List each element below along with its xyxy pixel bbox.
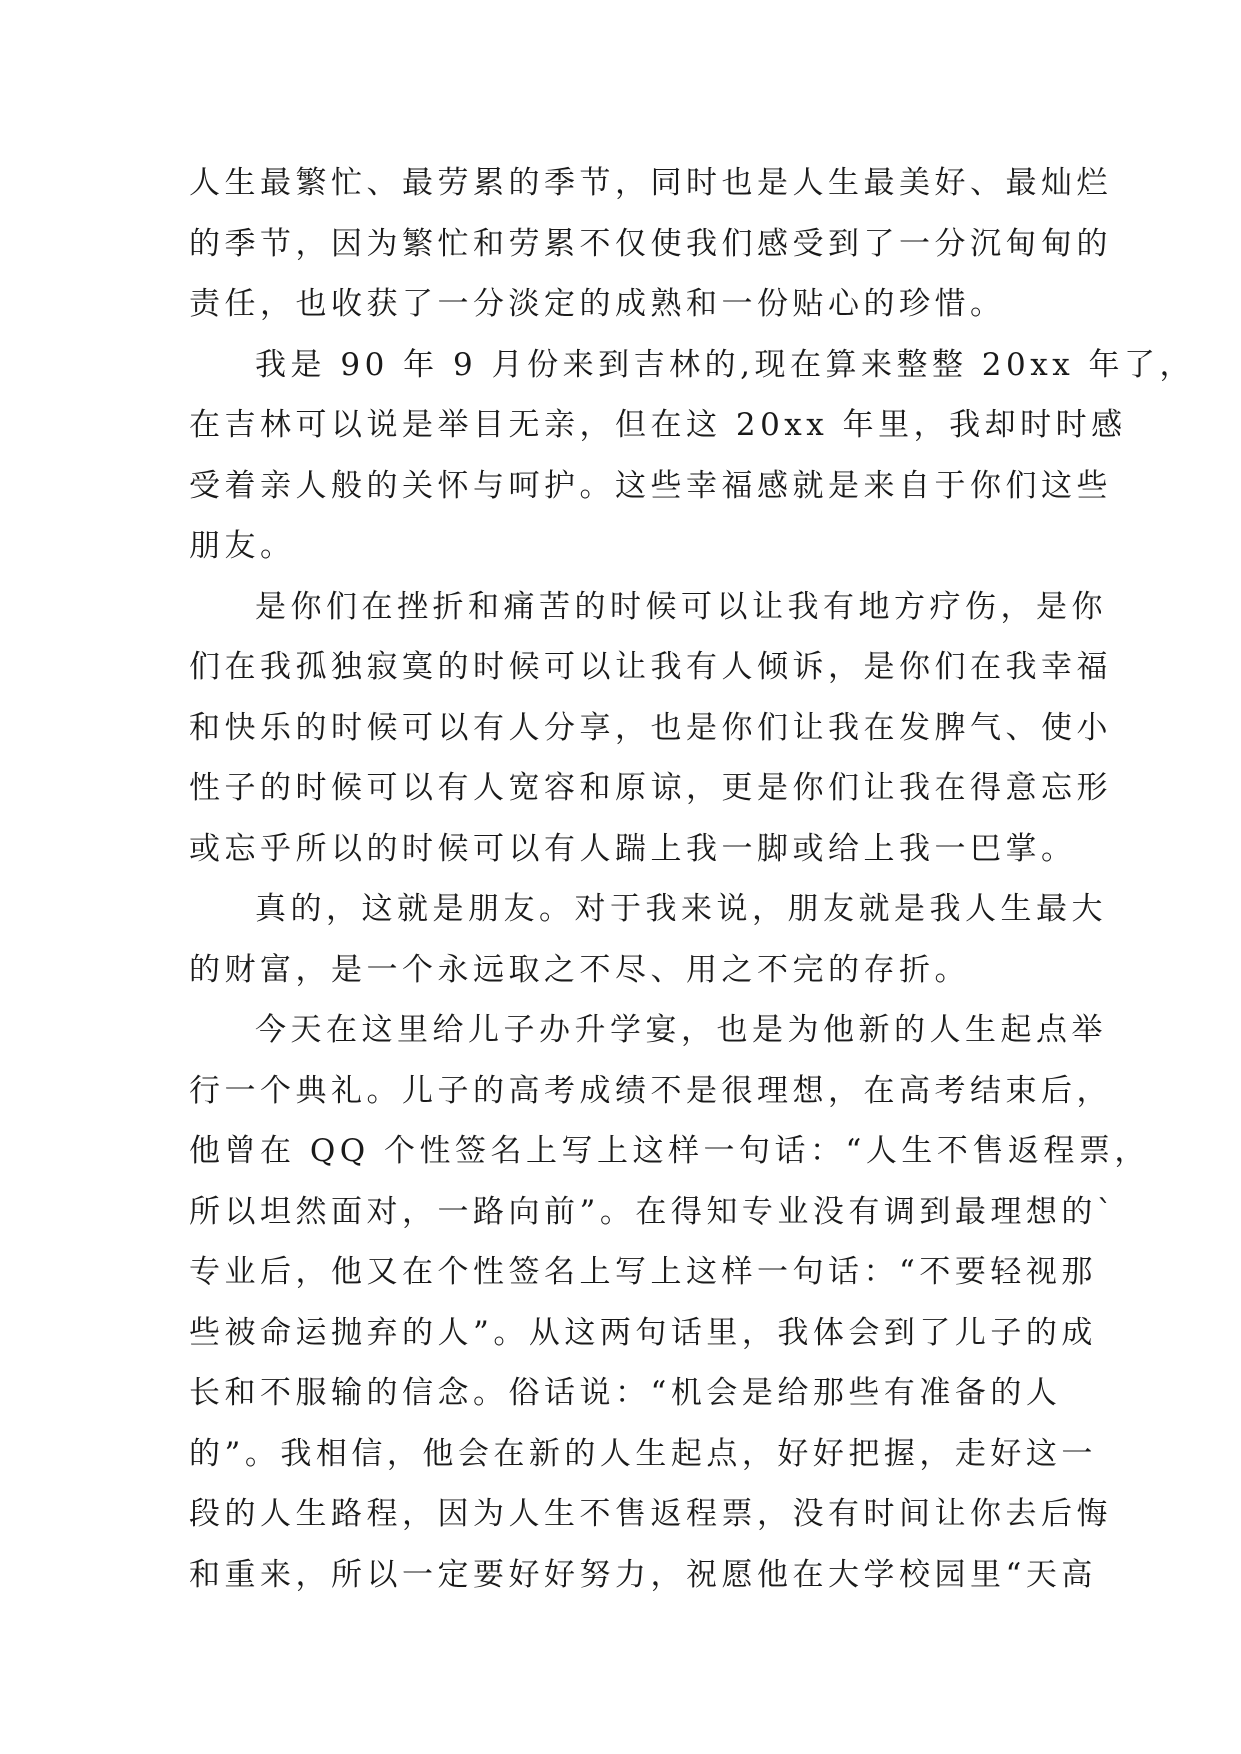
text-line: 责任，也收获了一分淡定的成熟和一份贴心的珍惜。 [189,286,1006,322]
paragraph-first-line: 真的，这就是朋友。对于我来说，朋友就是我人生最大 [255,891,1107,927]
body-text [189,153,1196,1605]
text-line: 的财富，是一个永远取之不尽、用之不完的存折。 [189,951,970,988]
text-line: 和重来，所以一定要好好努力，祝愿他在大学校园里“天高 [189,1556,1097,1593]
paragraph-first-line: 今天在这里给儿子办升学宴，也是为他新的人生起点举 [255,1012,1107,1048]
text-line: 长和不服输的信念。俗话说：“机会是给那些有准备的人 [189,1375,1062,1411]
text-line: 他曾在 QQ 个性签名上写上这样一句话：“人生不售返程票， [189,1133,1150,1169]
text-line: 专业后，他又在个性签名上写上这样一句话：“不要轻视那 [189,1254,1097,1290]
paragraph-first-line: 我是 90 年 9 月份来到吉林的,现在算来整整 20xx 年了， [255,346,1196,383]
text-line: 些被命运抛弃的人”。从这两句话里，我体会到了儿子的成 [189,1314,1097,1351]
text-line: 的季节，因为繁忙和劳累不仅使我们感受到了一分沉甸甸的 [189,225,1112,262]
text-line: 受着亲人般的关怀与呵护。这些幸福感就是来自于你们这些 [189,467,1112,504]
paragraph-first-line: 是你们在挫折和痛苦的时候可以让我有地方疗伤，是你 [255,588,1107,625]
text-line: 朋友。 [189,528,296,564]
text-line: 或忘乎所以的时候可以有人踹上我一脚或给上我一巴掌。 [189,830,1077,867]
text-line: 所以坦然面对，一路向前”。在得知专业没有调到最理想的` [189,1193,1117,1230]
text-line: 人生最繁忙、最劳累的季节，同时也是人生最美好、最灿烂 [189,165,1112,201]
text-line: 和快乐的时候可以有人分享，也是你们让我在发脾气、使小 [189,709,1112,746]
text-line: 段的人生路程，因为人生不售返程票，没有时间让你去后悔 [189,1496,1112,1532]
text-line: 性子的时候可以有人宽容和原谅，更是你们让我在得意忘形 [189,770,1112,806]
text-line: 在吉林可以说是举目无亲，但在这 20xx 年里，我却时时感 [189,407,1127,443]
text-line: 们在我孤独寂寞的时候可以让我有人倾诉，是你们在我幸福 [189,649,1112,685]
text-line: 行一个典礼。儿子的高考成绩不是很理想，在高考结束后， [189,1072,1112,1109]
text-line: 的”。我相信，他会在新的人生起点，好好把握，走好这一 [189,1435,1097,1472]
